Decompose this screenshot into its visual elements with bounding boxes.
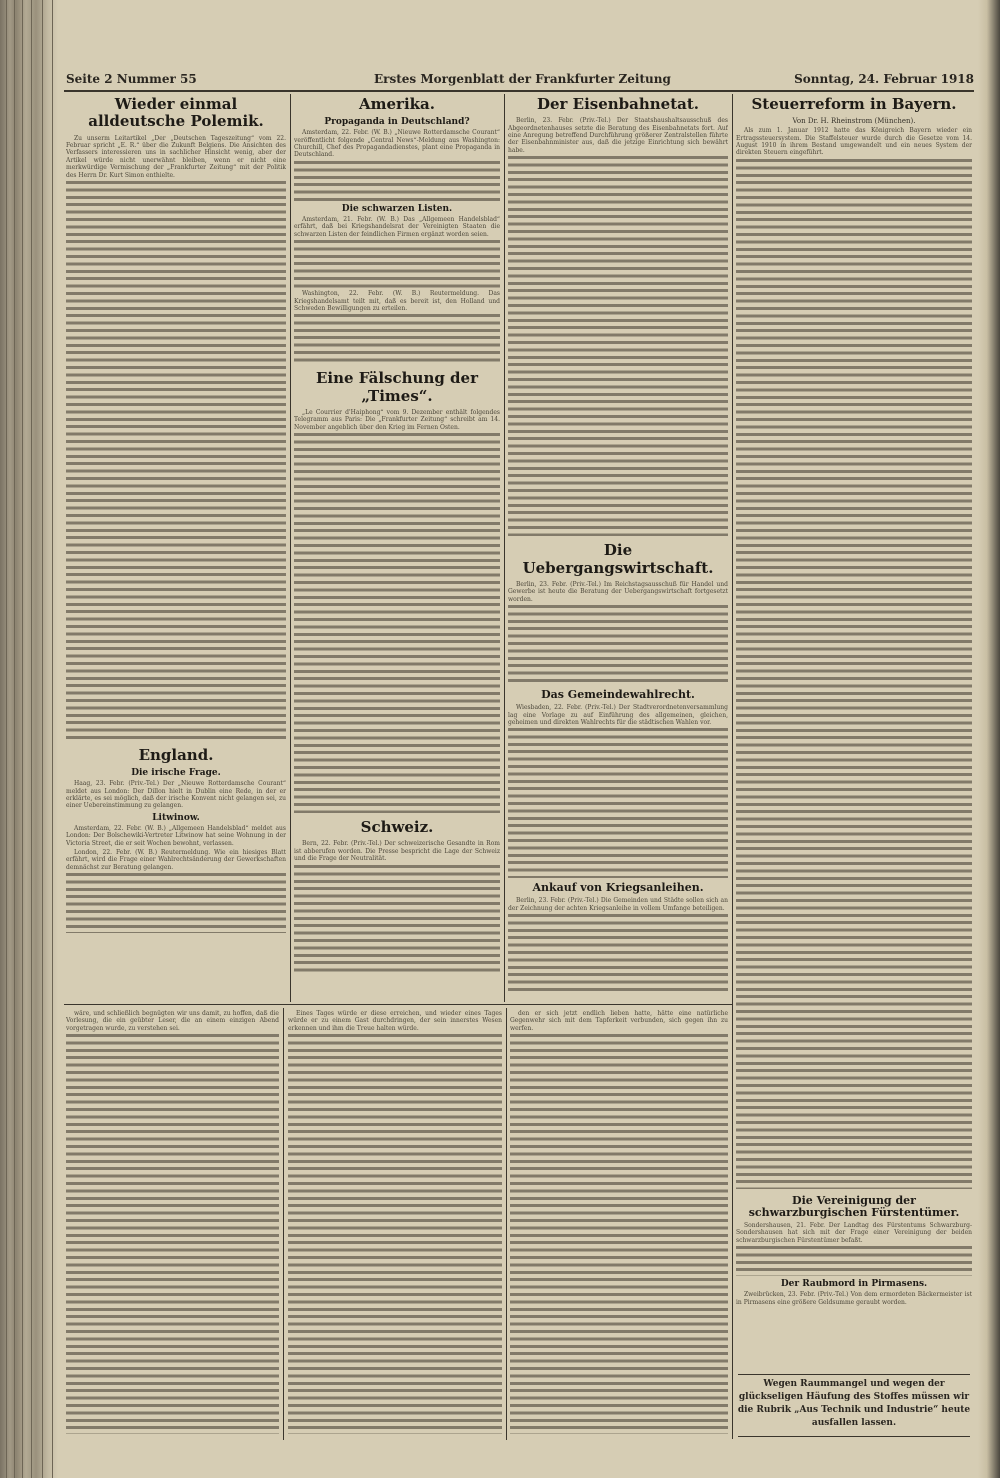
section-subtitle: Propaganda in Deutschland? <box>324 117 470 128</box>
page-edge <box>978 0 1000 1478</box>
masthead-line <box>64 72 974 90</box>
section-text: Washington, 22. Febr. (W. B.) Reutermeldung. Das Kriegshandelsamt teilt mit, daß es bereit ist, den Holland und Schweden Bewilligungen zu erteilen. <box>294 290 500 312</box>
section-title-raubmord: Der Raubmord in Pirmasens. <box>780 1279 928 1290</box>
section-text: Haag, 23. Febr. (Priv.-Tel.) Der „Nieuwe Rotterdamsche Courant“ meldet aus London: Der Dillon hielt in Dublin eine Rede, in der er erklärte, es sei möglich, daß der irische Konvent nicht gelangen sei, zu einer Uebereinstimmung zu gelangen. <box>66 780 286 810</box>
article-title: Wieder einmal alldeutsche Polemik. <box>88 96 264 131</box>
section-text: „Le Courrier d'Haiphong“ vom 9. Dezember enthält folgendes Telegramm aus Paris: Die „Frankfurter Zeitung“ schreibt am 14. November angeblich über den Krieg im Fernen Osten. <box>294 408 500 431</box>
section-title-gemeindewahlrecht: Das Gemeindewahlrecht. <box>541 688 695 701</box>
section-title-eisenbahnetat: Der Eisenbahnetat. <box>536 96 700 113</box>
section-text: Berlin, 23. Febr. (Priv.-Tel.) Die Gemeinden und Städte sollen sich an der Zeichnung der achten Kriegsanleihe in vollem Umfange beteiligen. <box>508 897 728 912</box>
newspaper-title: Erstes Morgenblatt der Frankfurter Zeitung <box>374 72 671 86</box>
article-body-text <box>294 433 500 813</box>
article-lead: Zu unserm Leitartikel „Der „Deutschen Tageszeitung“ vom 22. Februar spricht „E. R.“ über die Zukunft Belgiens. Die Ansichten des Verfassers interessieren uns in sachlicher Hinsicht wenig, aber der Artikel würde nicht unerwähnt bleiben, wenn er nicht eine merkwürdige Vermischung der „Frankfurter Zeitung“ mit der Politik des Herrn Dr. Kurt Simon enthielte. <box>66 134 286 179</box>
section-title-uebergangswirtschaft: Die Uebergangswirtschaft. <box>522 541 714 577</box>
article-body-text <box>66 873 286 933</box>
article-body-text <box>736 159 972 1189</box>
issue-date: Sonntag, 24. Februar 1918 <box>794 72 974 86</box>
section-title-schwarzburg: Die Vereinigung der schwarzburgischen Fürstentümer. <box>748 1193 960 1219</box>
column-steuerreform <box>736 96 972 1374</box>
section-title-schweiz: Schweiz. <box>360 818 434 837</box>
feuilleton-column-1 <box>66 1010 279 1438</box>
section-title-steuerreform: Steuerreform in Bayern. <box>751 96 957 113</box>
feuilleton-column-2 <box>288 1010 502 1438</box>
article-body-text <box>508 914 728 994</box>
column-amerika <box>294 96 500 1002</box>
section-text: Amsterdam, 22. Febr. (W. B.) „Nieuwe Rotterdamsche Courant“ veröffentlicht folgende „Central News“-Meldung aus Washington: Churchill, Chef des Propagandadienstes, plant eine Propaganda in Deutschland. <box>294 129 500 159</box>
section-text: London, 22. Febr. (W. B.) Reutermeldung. Wie ein hiesiges Blatt erfährt, wird die Frage einer Wahlrechtsänderung der Gewerkschaften demnächst zur Beratung gelangen. <box>66 849 286 871</box>
section-title-kriegsanleihen: Ankauf von Kriegsanleihen. <box>532 881 704 895</box>
section-title-times: Eine Fälschung der „Times“. <box>316 369 478 405</box>
section-text: Als zum 1. Januar 1912 hatte das Königreich Bayern wieder ein Ertragssteuersystem. Die Staffelsteuer wurde durch die Gesetze vom 14. August 1910 in ihrem Bestand umgewandelt und ein neues System der direkten Steuern eingeführt. <box>736 127 972 157</box>
article-body-text <box>508 605 728 685</box>
section-text: Sondershausen, 21. Febr. Der Landtag des Fürstentums Schwarzburg-Sondershausen hat sich mit der Frage einer Vereinigung der beiden schwarzburgischen Fürstentümer befaßt. <box>736 1222 972 1244</box>
feuilleton-rule <box>64 1004 732 1005</box>
section-text: Berlin, 23. Febr. (Priv.-Tel.) Der Staatshaushaltsausschuß des Abgeordnetenhauses setzte die Beratung des Eisenbahnetats fort. Auf eine Anregung betreffend Durchführung größerer Zentralstellen führte der Eisenbahnminister aus, daß die jetzige Einrichtung sich bewährt habe. <box>508 117 728 154</box>
notice-box: Wegen Raummangel und wegen der glückseligen Häufung des Stoffes müssen wir die Rubrik „Aus Technik und Industrie“ heute ausfallen lassen. <box>737 1379 971 1428</box>
feuilleton-text: den er sich jetzt endlich lieben hatte, hätte eine natürliche Gegenwehr sich mit dem Tapferkeit verbunden, sich gegen ihn zu werfen. <box>510 1010 728 1032</box>
column-alldeutsche-polemik <box>66 96 286 1002</box>
header-rule <box>64 90 974 92</box>
article-body-text <box>66 181 286 741</box>
book-binding <box>0 0 58 1478</box>
section-subtitle: Die irische Frage. <box>131 768 221 779</box>
section-text: Amsterdam, 21. Febr. (W. B.) Das „Allgemeen Handelsblad“ erfährt, daß bei Kriegshandelsrat der Vereinigten Staaten die schwarzen Listen der feindlichen Firmen ergänzt worden seien. <box>294 215 500 238</box>
feuilleton-text: wäre, und schließlich begnügten wir uns damit, zu hoffen, daß die Vorlesung, die ein geübter Leser, die an einem einzigen Abend vorgetragen wurde, zu verstehen sei. <box>66 1010 279 1032</box>
article-body-text <box>294 865 500 975</box>
article-body-text <box>508 156 728 536</box>
byline: Von Dr. H. Rheinstrom (München). <box>792 117 916 126</box>
section-title-england: England. <box>138 745 214 764</box>
section-text: Bern, 22. Febr. (Priv.-Tel.) Der schweizerische Gesandte in Rom ist abberufen worden. Die Presse bespricht die Lage der Schweiz und die Frage der Neutralität. <box>294 840 500 863</box>
section-text: Berlin, 23. Febr. (Priv.-Tel.) Im Reichstagsausschuß für Handel und Gewerbe ist heute die Beratung der Uebergangswirtschaft fortgesetzt worden. <box>508 580 728 603</box>
page-number: Seite 2 Nummer 55 <box>66 72 197 86</box>
feuilleton-column-3 <box>510 1010 728 1438</box>
section-title-litwinow: Litwinow. <box>152 812 200 823</box>
section-text: Amsterdam, 22. Febr. (W. B.) „Allgemeen Handelsblad“ meldet aus London: Der Bolschewiki-Vertreter Litwinow hat seine Wohnung in der Victoria Street, die er seit Wochen bewohnt, verlassen. <box>66 824 286 847</box>
column-eisenbahnetat <box>508 96 728 1002</box>
feuilleton-text: Eines Tages würde er diese erreichen, und wieder eines Tages würde er zu einem Gast durchdringen, der sein innerstes Wesen erkennen und ihm die Treue halten würde. <box>288 1010 502 1032</box>
section-title-amerika: Amerika. <box>359 96 435 113</box>
section-text: Wiesbaden, 22. Febr. (Priv.-Tel.) Der Stadtverordnetenversammlung lag eine Vorlage zu auf Einführung des allgemeinen, gleichen, geheimen und direkten Wahlrechts für die städtischen Wahlen vor. <box>508 704 728 726</box>
article-body-text <box>508 728 728 878</box>
section-subtitle: Die schwarzen Listen. <box>341 203 453 214</box>
section-text: Zweibrücken, 23. Febr. (Priv.-Tel.) Von dem ermordeten Bäckermeister ist in Pirmasens eine größere Geldsumme geraubt worden. <box>736 1291 972 1306</box>
